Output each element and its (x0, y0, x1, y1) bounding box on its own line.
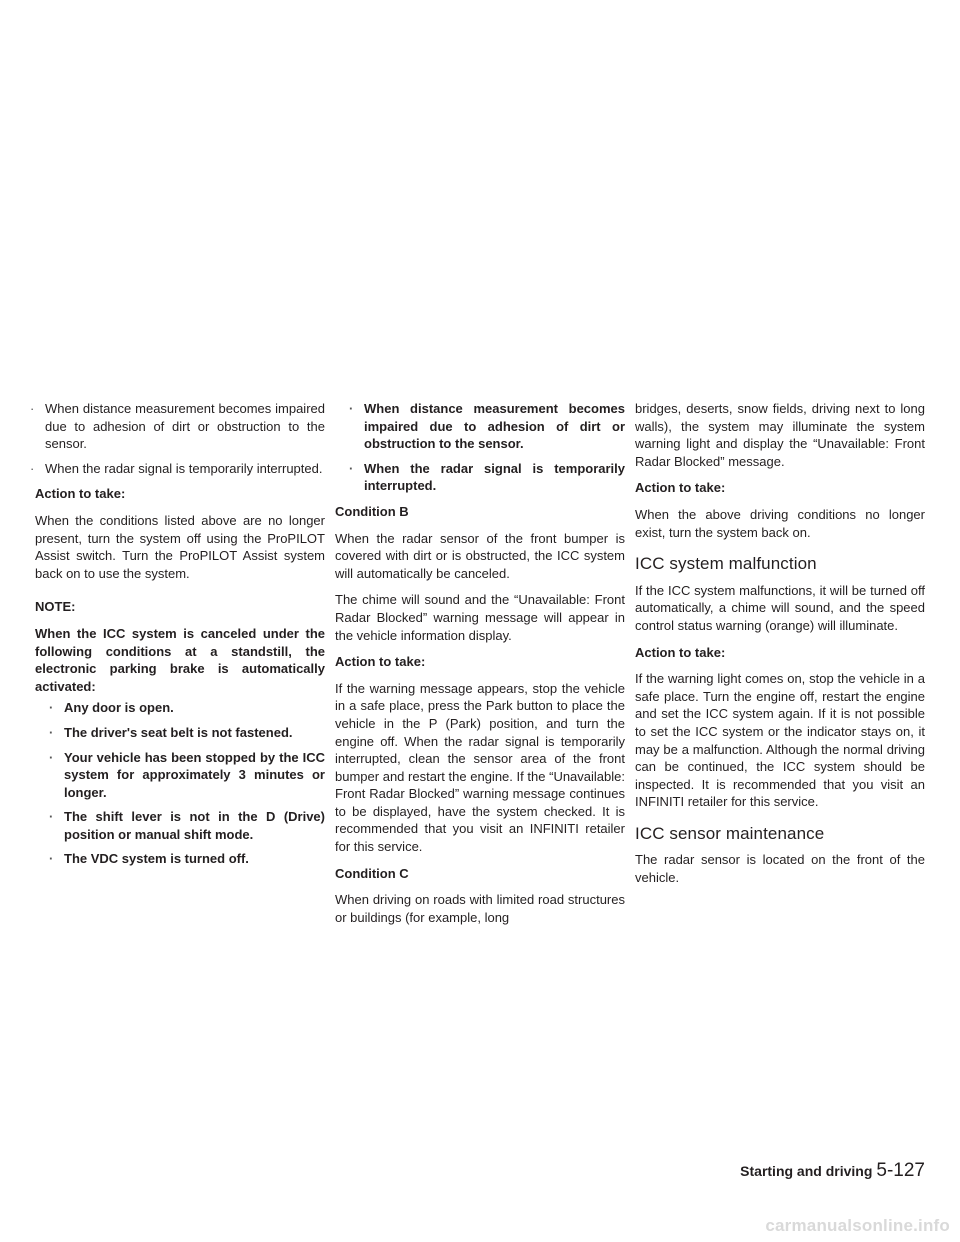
list-item: · When the radar signal is temporarily interrupted. (30, 460, 323, 476)
action-text: When the above driving conditions no longer exist, turn the system back on. (635, 506, 925, 540)
malfunction-heading: ICC system malfunction (635, 554, 817, 574)
note-label: NOTE: (35, 599, 76, 615)
condition-c-label: Condition C (335, 865, 409, 881)
bullet-icon: · (30, 460, 35, 476)
action-label: Action to take: (35, 486, 126, 502)
bullet-icon: · (49, 851, 54, 867)
action-text: When the conditions listed above are no longer present, turn the system off using the ProPILOT Assist switch. Turn the ProPILOT Assist system back on to use the system. (35, 512, 325, 581)
list-item: · The VDC system is turned off. (49, 851, 249, 867)
action-text: If the warning light comes on, stop the vehicle in a safe place. Turn the engine off, restart the engine and set the ICC system again. If it is not possible to set the ICC system or the indicator stays on, it may be a malfunction. Although the normal driving can be continued, the ICC system should be inspected. It is recommended that you visit an INFINITI retailer for this service. (635, 671, 925, 810)
bullet-icon: · (49, 700, 54, 716)
bullet-icon: · (49, 724, 54, 740)
bullet-icon: · (30, 401, 35, 416)
condition-c-continued-text: bridges, deserts, snow fields, driving next to long walls), the system may illuminate the system warning light and display the “Unavailable: Front Radar Blocked” message. (635, 401, 925, 469)
note-conditions-list (21, 699, 325, 868)
condition-b-label: Condition B (335, 503, 409, 519)
section-title: Starting and driving (740, 1163, 873, 1179)
condition-c-text: When driving on roads with limited road structures or buildings (for example, long (335, 892, 625, 925)
list-item: · Your vehicle has been stopped by the ICC system for approximately 3 minutes or longer. (49, 749, 325, 800)
malfunction-text: If the ICC system malfunctions, it will be turned off automatically, a chime will sound, and the speed control status warning (orange) will illuminate. (635, 582, 925, 633)
bullet-icon: · (49, 809, 54, 825)
note-text: When the ICC system is canceled under the following conditions at a standstill, the electronic parking brake is automatically activated: (35, 625, 325, 694)
bullet-icon: · (349, 401, 354, 416)
conditions-list (321, 400, 625, 495)
sensor-maintenance-heading: ICC sensor maintenance (635, 823, 825, 843)
condition-b-text: When the radar sensor of the front bumper is covered with dirt or is obstructed, the ICC system will automatically be canceled. (335, 530, 625, 581)
condition-b-chime-text: The chime will sound and the “Unavailable: Front Radar Blocked” warning message will appear in the vehicle information display. (335, 592, 625, 643)
action-label: Action to take: (635, 480, 726, 496)
page-number: 5-127 (876, 1160, 925, 1181)
list-item: · When the radar signal is temporarily interrupted. (349, 460, 625, 494)
list-item: · The shift lever is not in the D (Drive) position or manual shift mode. (49, 809, 325, 842)
list-item: · When distance measurement becomes impaired due to adhesion of dirt or obstruction to the sensor. (349, 401, 625, 452)
list-item: · When distance measurement becomes impaired due to adhesion of dirt or obstruction to the sensor. (30, 401, 325, 452)
column-3 (635, 400, 925, 896)
action-label: Action to take: (335, 654, 426, 670)
sensor-maintenance-text: The radar sensor is located on the front of the vehicle. (635, 852, 925, 886)
bullet-icon: · (349, 460, 354, 476)
action-label: Action to take: (635, 644, 726, 660)
watermark: carmanualsonline.info (765, 1216, 950, 1235)
action-text: If the warning message appears, stop the vehicle in a safe place, press the Park button to place the vehicle in the P (Park) position, and turn the engine off. When the radar signal is temporarily interrupted, clean the sensor area of the front bumper and restart the engine. If the “Unavailable: Front Radar Blocked” warning message continues to be displayed, have the system checked. It is recommended that you visit an INFINITI retailer for this service. (335, 680, 625, 855)
conditions-list (2, 400, 325, 477)
bullet-icon: · (49, 749, 54, 765)
column-1 (30, 400, 325, 876)
list-item: · The driver's seat belt is not fastened. (49, 724, 293, 740)
page-footer (700, 1160, 925, 1182)
column-2 (335, 400, 625, 935)
list-item: · Any door is open. (49, 700, 174, 716)
